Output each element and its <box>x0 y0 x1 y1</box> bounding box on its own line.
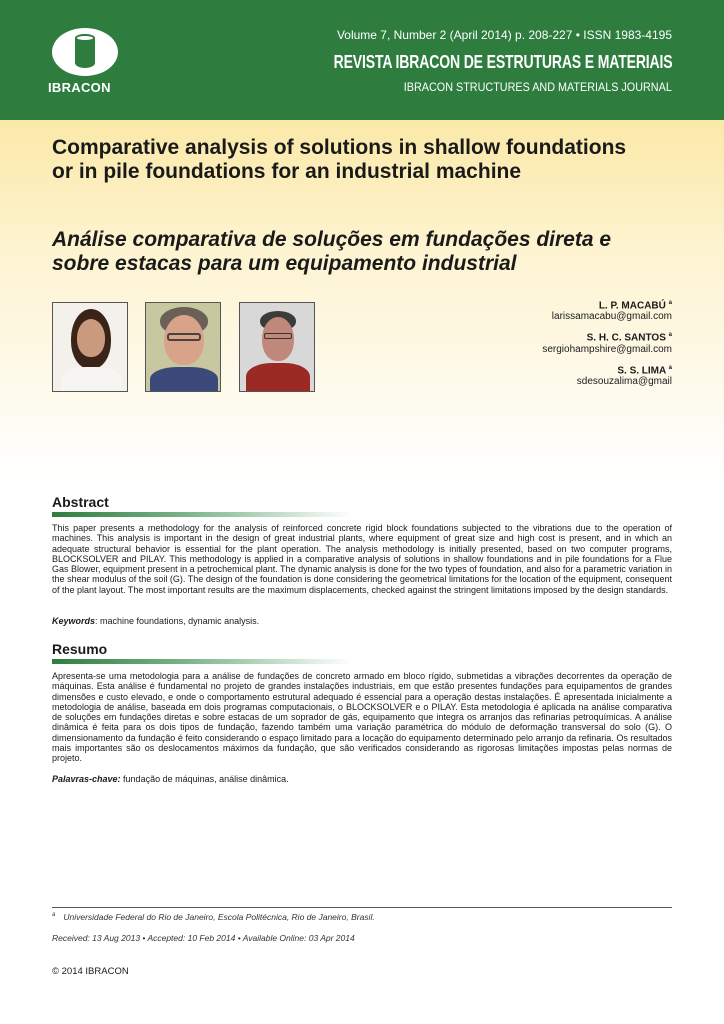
logo-text: IBRACON <box>48 80 111 95</box>
resumo-rule <box>52 659 352 664</box>
palavras-chave-label: Palavras-chave: <box>52 774 121 784</box>
footnote-divider <box>52 907 672 908</box>
abstract-text: This paper presents a methodology for the analysis of reinforced concrete rigid block foundations subjected to the vibrations due to the operation of machines. This analysis is important in the design of great industrial plants, where equipment of great size and high cost is present, and in which an adequate structural behavior is essential for the plant operation. The analysis methodology is initially presented, based on two computer programs, BLOCKSOLVER and PILAY. This methodology is applied in a comparative analysis of solutions in shallow foundations and in pile foundations for a Flue Gas Blower, equipment present in a petrochemical plant. The dynamic analysis is done for the two types of foundation, and also for a parametric variation in the shear modulus of the soil (G). The design of the foundation is done considering the geometrical limitations for the location of the equipment, consequent of the plant layout. The most important results are the maximum displacements, checked against the stringent limitations imposed by the design standards. <box>52 523 672 595</box>
logo-cylinder-top <box>75 34 95 42</box>
author-photo-1 <box>52 302 128 392</box>
resumo-heading: Resumo <box>52 641 108 657</box>
author-email[interactable]: sergiohampshire@gmail.com <box>542 343 672 355</box>
paper-title-en: Comparative analysis of solutions in shallow foundations or in pile foundations for an industrial machine <box>52 136 627 183</box>
keywords-value: : machine foundations, dynamic analysis. <box>95 616 260 626</box>
author-name: L. P. MACABÚ $^a$ <box>598 300 672 312</box>
journal-title-en: IBRACON STRUCTURES AND MATERIALS JOURNAL <box>403 80 672 94</box>
journal-header <box>0 0 724 120</box>
author-photo-2 <box>145 302 221 392</box>
footnote: $^a$ Universidade Federal do Rio de Janeiro, Escola Politécnica, Rio de Janeiro, Brasil. <box>52 912 375 922</box>
author-list <box>542 298 672 395</box>
author-name: S. S. LIMA $^a$ <box>617 364 672 376</box>
keywords-line <box>52 616 259 626</box>
author-email[interactable]: sdesouzalima@gmail <box>576 375 672 387</box>
abstract-rule <box>52 512 352 517</box>
author-email[interactable]: larissamacabu@gmail.com <box>551 311 672 323</box>
paper-title-pt: Análise comparativa de soluções em fundações direta e sobre estacas para um equipamento industrial <box>52 228 612 275</box>
ibracon-logo <box>52 28 118 76</box>
author-name: S. H. C. SANTOS $^a$ <box>586 332 672 344</box>
copyright: © 2014 IBRACON <box>52 966 129 977</box>
publication-dates: Received: 13 Aug 2013 • Accepted: 10 Feb 2014 • Available Online: 03 Apr 2014 <box>52 933 355 943</box>
abstract-heading: Abstract <box>52 494 109 510</box>
resumo-text: Apresenta-se uma metodologia para a análise de fundações de concreto armado em bloco rígido, submetidas a vibrações decorrentes da operação de máquinas. Esta análise é fundamental no projeto de grandes instalações industriais, em que estão presentes fundações para equipamentos de grandes dimensões e custo elevado, e onde o comportamento estrutural adequado é essencial para a operação destas instalações. É apresentada inicialmente a metodologia de análise, baseada em dois programas computacionais, o BLOCKSOLVER e o PILAY. Esta metodologia é aplicada na análise comparativa de soluções em fundações diretas e sobre estacas de um soprador de gás, equipamento que integra os arranjos das refinarias petroquímicas. A análise dinâmica é feita para os dois tipos de fundação, fazendo também uma variação paramétrica do módulo de deformação transversal do solo (G). O dimensionamento da fundação é feito considerando o espaço limitado para a locação do equipamento determinado pelo arranjo da refinaria. Os resultados mais importantes são os deslocamentos máximos da fundação, que são verificados considerando as rigorosas limitações impostas pelas normas de projeto. <box>52 671 672 764</box>
palavras-chave-value: fundação de máquinas, análise dinâmica. <box>120 774 289 784</box>
palavras-chave-line <box>52 774 289 784</box>
keywords-label: Keywords <box>52 616 96 626</box>
journal-title-pt: REVISTA IBRACON DE ESTRUTURAS E MATERIAIS <box>333 52 672 72</box>
author-photo-3 <box>239 302 315 392</box>
volume-line: Volume 7, Number 2 (April 2014) p. 208-227 • ISSN 1983-4195 <box>336 28 672 42</box>
